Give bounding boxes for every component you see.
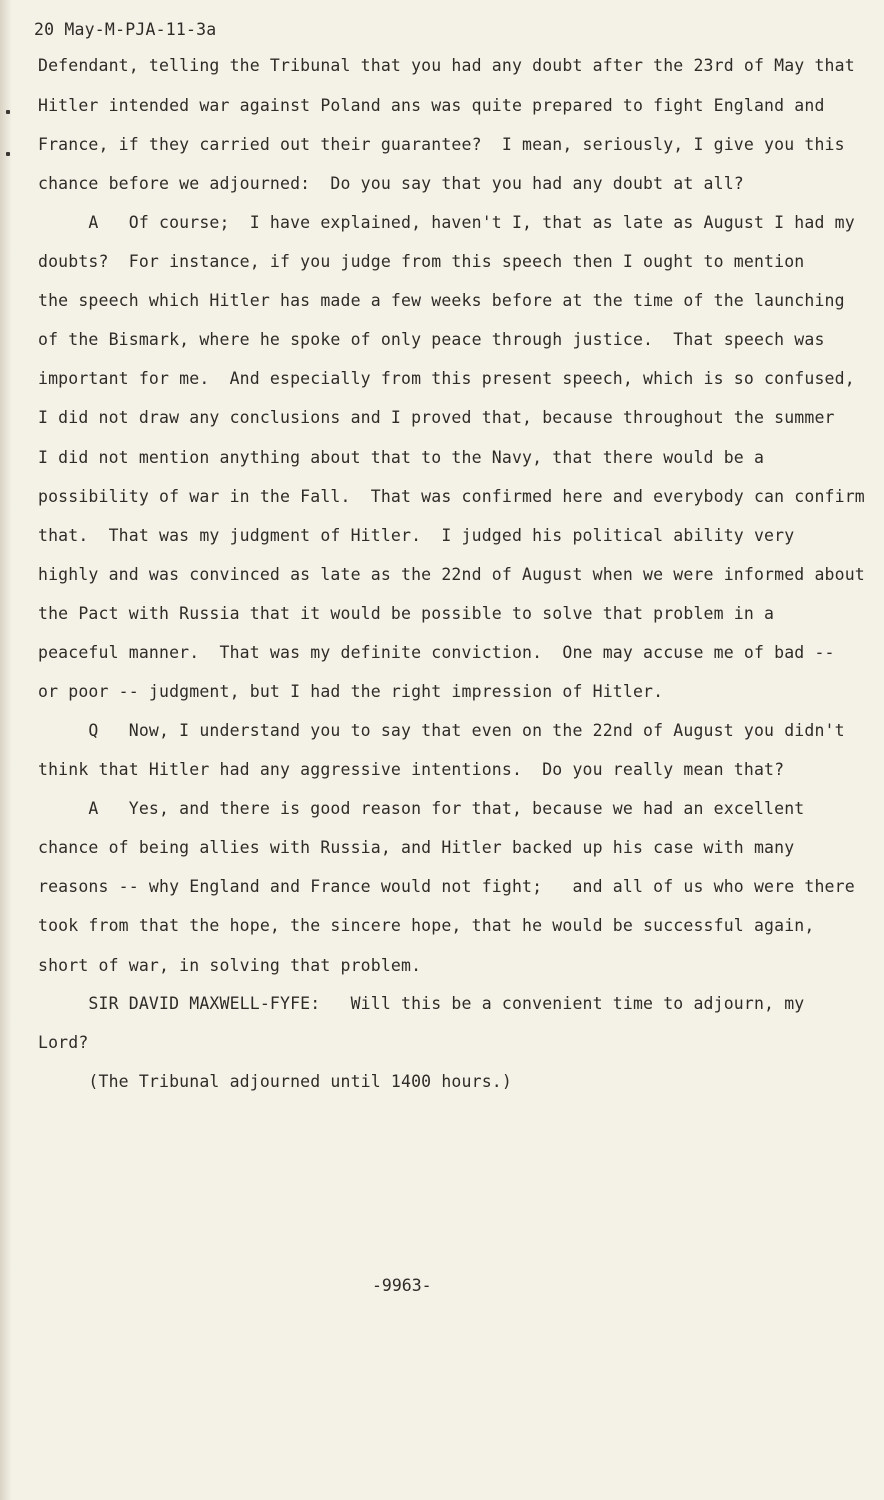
margin-mark bbox=[6, 152, 10, 156]
text-line: short of war, in solving that problem. bbox=[38, 956, 422, 975]
text-line: I did not mention anything about that to the Navy, that there would be a bbox=[38, 448, 765, 467]
text-line: Hitler intended war against Poland ans was quite prepared to fight England and bbox=[38, 96, 825, 115]
text-line: doubts? For instance, if you judge from this speech then I ought to mention bbox=[38, 252, 805, 271]
text-line: of the Bismark, where he spoke of only peace through justice. That speech was bbox=[38, 330, 825, 349]
text-line: A Yes, and there is good reason for that, because we had an excellent bbox=[38, 799, 805, 818]
text-line: Defendant, telling the Tribunal that you had any doubt after the 23rd of May that bbox=[38, 56, 855, 75]
text-line: A Of course; I have explained, haven't I, that as late as August I had my bbox=[38, 213, 855, 232]
page-number: -9963- bbox=[372, 1276, 432, 1295]
text-line: highly and was convinced as late as the 22nd of August when we were informed about bbox=[38, 565, 865, 584]
document-header: 20 May-M-PJA-11-3a bbox=[34, 20, 217, 39]
text-line: chance before we adjourned: Do you say that you had any doubt at all? bbox=[38, 174, 744, 193]
text-line: (The Tribunal adjourned until 1400 hours.) bbox=[38, 1072, 512, 1091]
text-line: I did not draw any conclusions and I proved that, because throughout the summer bbox=[38, 408, 835, 427]
text-line: France, if they carried out their guarantee? I mean, seriously, I give you this bbox=[38, 135, 845, 154]
text-line: the Pact with Russia that it would be possible to solve that problem in a bbox=[38, 604, 775, 623]
text-line: that. That was my judgment of Hitler. I judged his political ability very bbox=[38, 526, 795, 545]
margin-mark bbox=[6, 110, 10, 114]
text-line: SIR DAVID MAXWELL-FYFE: Will this be a convenient time to adjourn, my bbox=[38, 994, 805, 1013]
text-line: possibility of war in the Fall. That was confirmed here and everybody can confirm bbox=[38, 487, 865, 506]
text-line: reasons -- why England and France would not fight; and all of us who were there bbox=[38, 877, 855, 896]
text-line: peaceful manner. That was my definite conviction. One may accuse me of bad -- bbox=[38, 643, 835, 662]
text-line: important for me. And especially from this present speech, which is so confused, bbox=[38, 369, 855, 388]
text-line: Lord? bbox=[38, 1033, 89, 1052]
page-edge-shadow bbox=[0, 0, 12, 1500]
text-line: chance of being allies with Russia, and Hitler backed up his case with many bbox=[38, 838, 795, 857]
text-line: the speech which Hitler has made a few weeks before at the time of the launching bbox=[38, 291, 845, 310]
text-line: took from that the hope, the sincere hope, that he would be successful again, bbox=[38, 916, 815, 935]
text-line: Q Now, I understand you to say that even on the 22nd of August you didn't bbox=[38, 721, 845, 740]
text-line: or poor -- judgment, but I had the right impression of Hitler. bbox=[38, 682, 664, 701]
text-line: think that Hitler had any aggressive intentions. Do you really mean that? bbox=[38, 760, 785, 779]
